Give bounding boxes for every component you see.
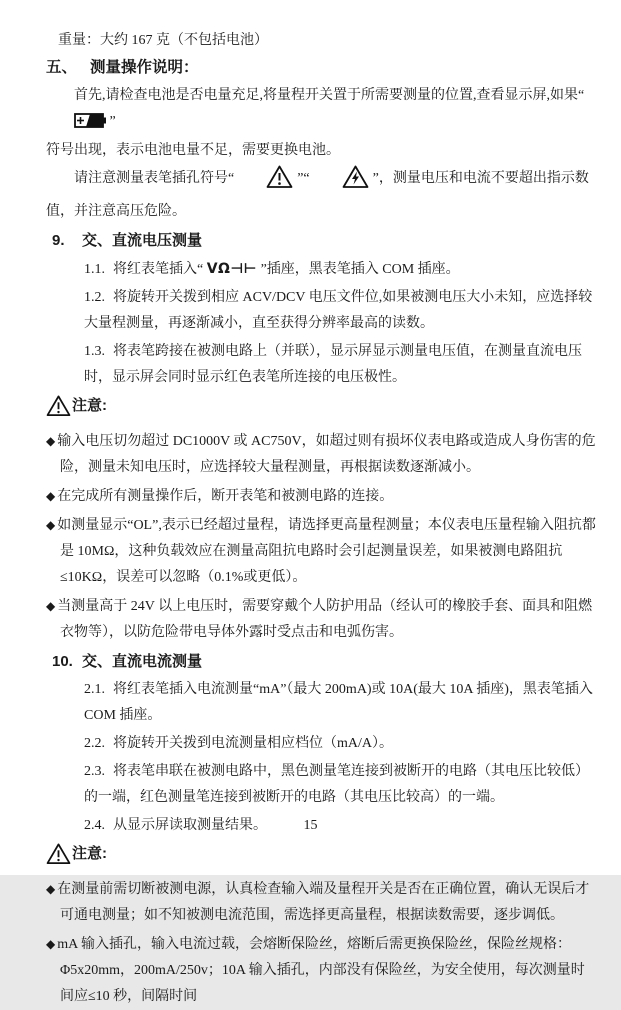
bullet-text: mA 输入插孔，输入电流过载，会熔断保险丝，熔断后需更换保险丝，保险丝规格：Φ5x20mm，200mA/250v；10A 输入插孔，内部没有保险丝，为安全使用，每次测量时间应≤10 秒，间隔时间 — [57, 937, 585, 1004]
item-number: 2.1. — [84, 682, 105, 697]
item-number: 1.2. — [84, 290, 105, 305]
item-text: 从显示屏读取测量结果。 — [113, 818, 267, 833]
battery-para-line2: 符号出现，表示电池电量不足，需要更换电池。 — [46, 143, 340, 158]
item-number: 1.1. — [84, 262, 105, 277]
battery-para-after: ” — [106, 114, 116, 129]
item-text-before: 将红表笔插入“ — [113, 262, 207, 277]
list-item-2-1 — [84, 677, 597, 729]
paragraph-probe-jack-symbols — [46, 165, 597, 225]
note-heading-voltage — [46, 393, 597, 426]
list-item-1-2 — [84, 285, 597, 337]
bullet-max-input-voltage — [46, 428, 597, 481]
bullet-text: 当测量高于 24V 以上电压时，需要穿戴个人防护用品（经认可的橡胶手套、面具和阻燃衣物等），以防危险带电导体外露时受点击和电弧伤害。 — [57, 599, 593, 640]
note-heading-current — [46, 841, 597, 874]
weight-text: 重量：大约 167 克（不包括电池） — [58, 33, 268, 48]
bullet-text: 在测量前需切断被测电源，认真检查输入端及量程开关是否在正确位置，确认无误后才可通电测量；如不知被测电流范围，需选择更高量程，根据读数需要，逐步调低。 — [57, 882, 590, 923]
bullet-diamond-icon: ◆ — [46, 937, 56, 951]
item-number: 2.2. — [84, 736, 105, 751]
section-5-heading — [46, 55, 597, 81]
weight-spec-line — [58, 28, 597, 54]
bullet-diamond-icon: ◆ — [46, 882, 56, 896]
bullet-fuse-spec — [46, 931, 597, 1010]
list-item-1-3 — [84, 339, 597, 391]
jack-para-before: 请注意测量表笔插孔符号“ — [74, 171, 235, 186]
section-5-title: 测量操作说明： — [90, 59, 199, 76]
warning-triangle-icon — [238, 165, 293, 199]
bullet-cut-power-before-measure — [46, 876, 597, 929]
bullet-disconnect-after-measure — [46, 483, 597, 510]
bullet-overload-ol-display — [46, 512, 597, 591]
bullet-text: 在完成所有测量操作后，断开表笔和被测电路的连接。 — [57, 489, 394, 504]
bullet-text: 输入电压切勿超过 DC1000V 或 AC750V，如超过则有损坏仪表电路或造成人身伤害的危险，测量未知电压时，应选择较大量程测量，再根据读数逐渐减小。 — [57, 434, 596, 475]
paragraph-battery-check — [46, 83, 597, 164]
item-number: 1.3. — [84, 344, 105, 359]
bullet-diamond-icon: ◆ — [46, 434, 56, 448]
item-number: 2.3. — [84, 764, 105, 779]
battery-para-before: 首先,请检查电池是否电量充足,将量程开关置于所需要测量的位置,查看显示屏,如果“ — [74, 88, 585, 103]
list-item-2-3 — [84, 759, 597, 811]
page-number: 15 — [303, 818, 318, 833]
bullet-ppe-above-24v — [46, 593, 597, 646]
section-9-title: 交、直流电压测量 — [82, 232, 203, 249]
item-text: 将旋转开关拨到相应 ACV/DCV 电压文件位,如果被测电压大小未知，应选择较大量程测量，再逐渐减小，直至获得分辨率最高的读数。 — [84, 290, 593, 331]
section-9-heading — [52, 228, 597, 254]
section-10-title: 交、直流电流测量 — [82, 653, 203, 670]
item-text: 将表笔跨接在被测电路上（并联），显示屏显示测量电压值，在测量直流电压时，显示屏会同时显示红色表笔所连接的电压极性。 — [84, 344, 582, 385]
section-9-number: 9. — [52, 232, 65, 249]
note-label: 注意: — [72, 845, 107, 862]
bullet-diamond-icon: ◆ — [46, 518, 56, 532]
bullet-diamond-icon: ◆ — [46, 599, 56, 613]
item-text: 将表笔串联在被测电路中，黑色测量笔连接到被断开的电路（其电压比较低）的一端，红色测量笔连接到被断开的电路（其电压比较高）的一端。 — [84, 764, 589, 805]
jack-para-after: ”，测量电压和电流不要超出指示数值，并注意高压危险。 — [46, 171, 589, 219]
item-number: 2.4. — [84, 818, 105, 833]
section-10-number: 10. — [52, 653, 73, 670]
volt-ohm-jack-symbol: VΩ⊣⊢ — [206, 261, 258, 277]
warning-triangle-icon — [46, 843, 71, 874]
high-voltage-triangle-icon — [314, 165, 369, 199]
section-5-number: 五、 — [46, 59, 78, 76]
item-text: 将旋转开关拨到电流测量相应档位（mA/A）。 — [113, 736, 393, 751]
battery-low-icon — [46, 112, 106, 138]
list-item-2-2 — [84, 731, 597, 757]
bullet-diamond-icon: ◆ — [46, 489, 56, 503]
jack-para-between: ”“ — [297, 171, 310, 186]
note-label: 注意: — [72, 397, 107, 414]
list-item-1-1 — [84, 256, 597, 283]
warning-triangle-icon — [46, 395, 71, 426]
item-text-after: ”插座，黑表笔插入 COM 插座。 — [257, 262, 460, 277]
section-10-heading — [52, 649, 597, 675]
bullet-text: 如测量显示“OL”,表示已经超过量程，请选择更高量程测量；本仪表电压量程输入阻抗都是 10MΩ，这种负载效应在测量高阻抗电路时会引起测量误差，如果被测电路阻抗≤10KΩ，误差可以忽略（0.1%或更低）。 — [57, 518, 596, 585]
item-text: 将红表笔插入电流测量“mA”（最大 200mA)或 10A(最大 10A 插座)，黑表笔插入 COM 插座。 — [84, 682, 593, 723]
